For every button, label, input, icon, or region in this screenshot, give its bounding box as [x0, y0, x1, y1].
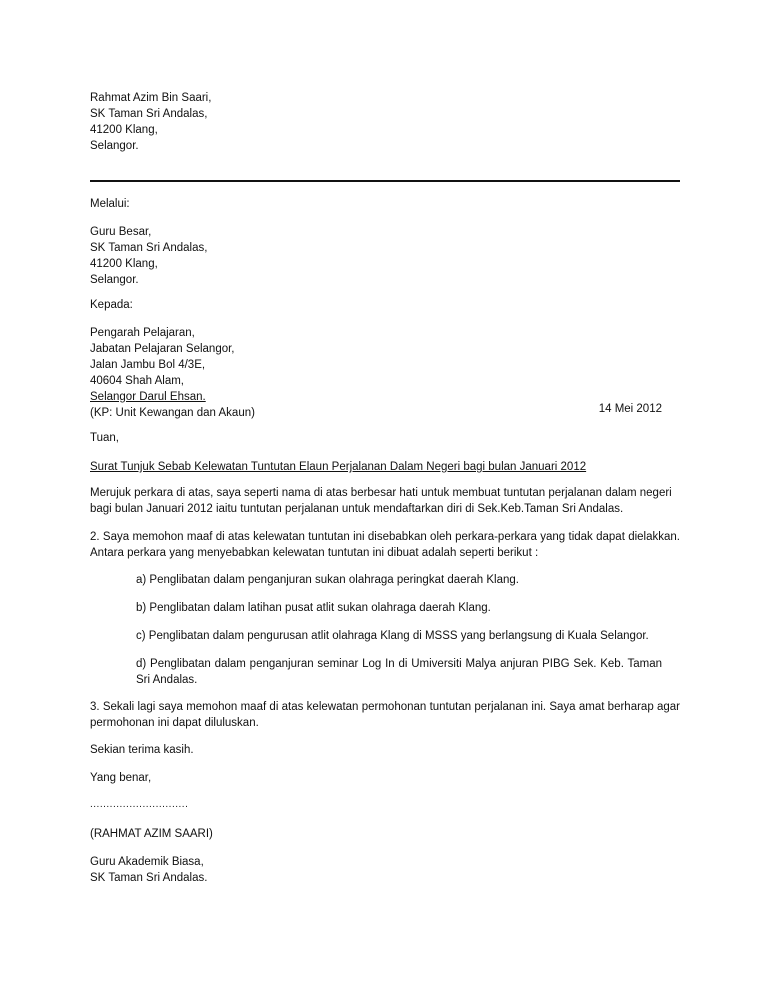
- list-item-d: d) Penglibatan dalam penganjuran seminar Log In di Umiversiti Malya anjuran PIBG Sek. Keb. Taman Sri Andalas.: [136, 658, 662, 686]
- list-item-a: a) Penglibatan dalam penganjuran sukan olahraga peringkat daerah Klang.: [136, 574, 519, 586]
- signer-school: SK Taman Sri Andalas.: [90, 872, 208, 884]
- paragraph-3: 3. Sekali lagi saya memohon maaf di atas kelewatan permohonan tuntutan perjalanan ini. Saya amat berharap agar permohonan ini dapat diluluskan.: [90, 701, 680, 729]
- letter-date: 14 Mei 2012: [598, 403, 662, 415]
- sender-postcode-city: 41200 Klang,: [90, 124, 158, 136]
- via-label: Melalui:: [90, 198, 130, 210]
- recipient-dept: Jabatan Pelajaran Selangor,: [90, 343, 235, 355]
- recipient-label: Kepada:: [90, 299, 133, 311]
- via-postcode-city: 41200 Klang,: [90, 258, 158, 270]
- list-item-c: c) Penglibatan dalam pengurusan atlit olahraga Klang di MSSS yang berlangsung di Kuala Selangor.: [136, 630, 649, 642]
- paragraph-2: 2. Saya memohon maaf di atas kelewatan tuntutan ini disebabkan oleh perkara-perkara yang tidak dapat dielakkan. Antara perkara yang menyebabkan kelewatan tuntutan ini dibuat adalah seperti berikut :: [90, 531, 680, 559]
- recipient-title: Pengarah Pelajaran,: [90, 327, 195, 339]
- subject-line: Surat Tunjuk Sebab Kelewatan Tuntutan Elaun Perjalanan Dalam Negeri bagi bulan Januari 2012: [90, 461, 587, 473]
- list-item-b: b) Penglibatan dalam latihan pusat atlit sukan olahraga daerah Klang.: [136, 602, 491, 614]
- signer-name: (RAHMAT AZIM SAARI): [90, 828, 213, 840]
- closing-sincerely: Yang benar,: [90, 772, 152, 784]
- via-state: Selangor.: [90, 274, 139, 286]
- salutation: Tuan,: [90, 432, 119, 444]
- sender-address: [90, 90, 680, 154]
- signer-position: Guru Akademik Biasa,: [90, 856, 204, 868]
- sender-state: Selangor.: [90, 140, 139, 152]
- recipient-address: [90, 325, 680, 421]
- sender-school: SK Taman Sri Andalas,: [90, 108, 208, 120]
- recipient-street: Jalan Jambu Bol 4/3E,: [90, 359, 206, 371]
- recipient-attn: (KP: Unit Kewangan dan Akaun): [90, 407, 255, 419]
- paragraph-1: Merujuk perkara di atas, saya seperti nama di atas berbesar hati untuk membuat tuntutan perjalanan dalam negeri bagi bulan Januari 2012 iaitu tuntutan perjalanan untuk mendaftarkan diri di Sek.Keb.Taman Sri Andalas.: [90, 487, 672, 515]
- signature-line: ..............................: [90, 799, 189, 810]
- recipient-state: Selangor Darul Ehsan.: [90, 391, 206, 403]
- via-address: [90, 224, 680, 288]
- sender-name: Rahmat Azim Bin Saari,: [90, 92, 212, 104]
- via-title: Guru Besar,: [90, 226, 152, 238]
- recipient-postcode-city: 40604 Shah Alam,: [90, 375, 184, 387]
- header-divider: [90, 180, 680, 182]
- closing-thanks: Sekian terima kasih.: [90, 744, 194, 756]
- signer-details: [90, 854, 680, 886]
- via-school: SK Taman Sri Andalas,: [90, 242, 208, 254]
